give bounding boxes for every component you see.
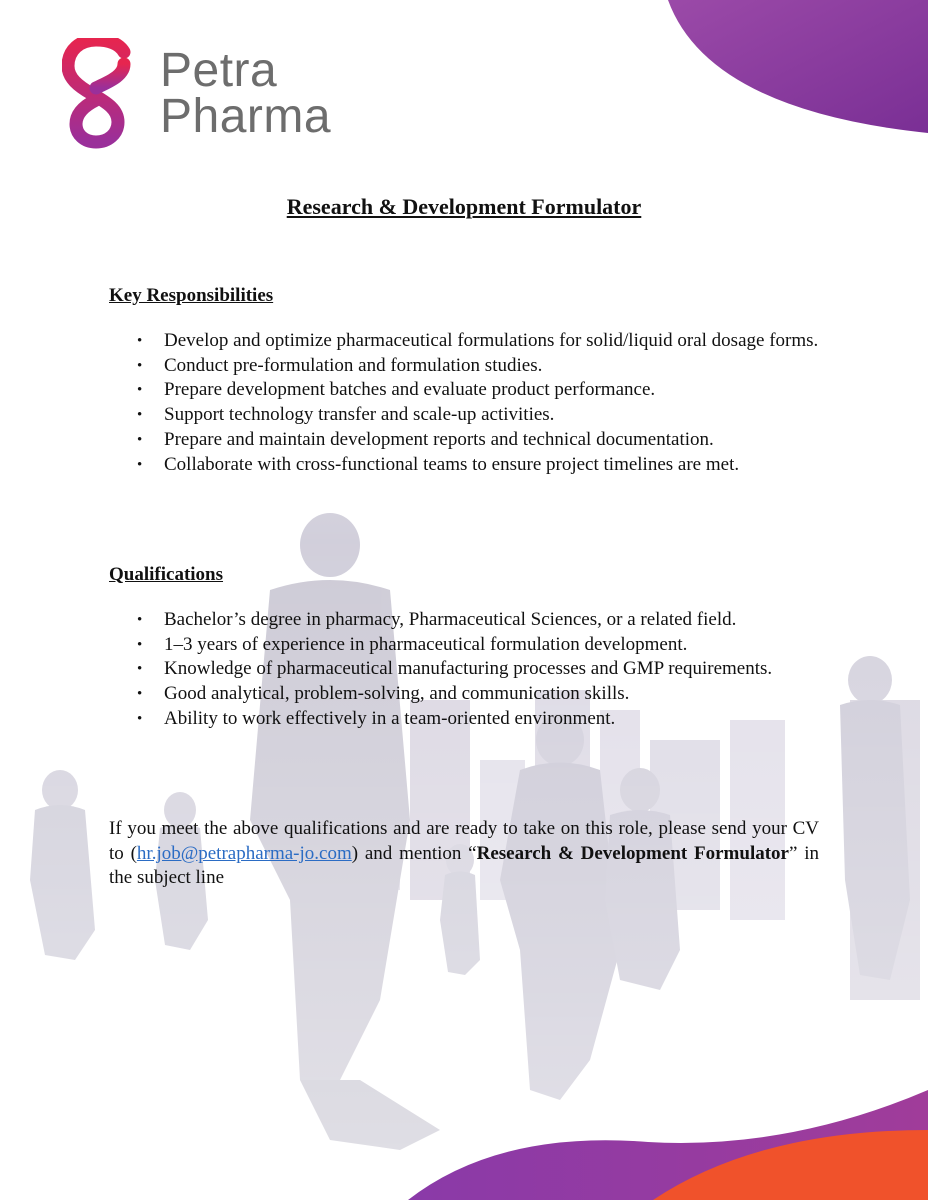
decorative-corner-bottom [408, 1090, 928, 1200]
responsibilities-heading: Key Responsibilities [109, 285, 274, 306]
closing-text-before: If you meet the above qualifications and are ready to take on this role, please send your CV to ( [109, 818, 819, 864]
list-item: • Conduct pre-formulation and formulation studies. [109, 354, 819, 379]
petra-pharma-logo-icon [62, 38, 132, 150]
closing-text-after: ” in the subject line [109, 842, 820, 889]
list-item: • Collaborate with cross-functional teams to ensure project timelines are met. [109, 453, 819, 478]
email-link[interactable]: hr.job@petrapharma-jo.com [136, 842, 352, 864]
list-item: • 1–3 years of experience in pharmaceutical formulation development. [109, 633, 819, 658]
list-item: • Prepare and maintain development reports and technical documentation. [109, 428, 819, 453]
list-item: • Support technology transfer and scale-up activities. [109, 403, 819, 428]
list-item: • Bachelor’s degree in pharmacy, Pharmaceutical Sciences, or a related field. [109, 608, 819, 633]
application-instructions [109, 817, 819, 891]
decorative-corner-top [668, 0, 928, 140]
company-logo [62, 38, 331, 150]
closing-role-name: Research & Development Formulator [476, 842, 789, 864]
responsibilities-list [109, 329, 819, 477]
logo-line-2: Pharma [160, 90, 332, 143]
logo-wordmark [160, 44, 332, 143]
list-item: • Develop and optimize pharmaceutical formulations for solid/liquid oral dosage forms. [109, 329, 819, 354]
list-item: • Ability to work effectively in a team-oriented environment. [109, 707, 819, 732]
list-item: • Good analytical, problem-solving, and communication skills. [109, 682, 819, 707]
list-item: • Knowledge of pharmaceutical manufacturing processes and GMP requirements. [109, 657, 819, 682]
closing-text-middle: ) and mention “ [351, 842, 477, 864]
job-title: Research & Development Formulator [286, 194, 642, 219]
logo-line-1: Petra [160, 44, 278, 97]
qualifications-heading: Qualifications [109, 564, 224, 585]
qualifications-list [109, 608, 819, 732]
list-item: • Prepare development batches and evaluate product performance. [109, 378, 819, 403]
